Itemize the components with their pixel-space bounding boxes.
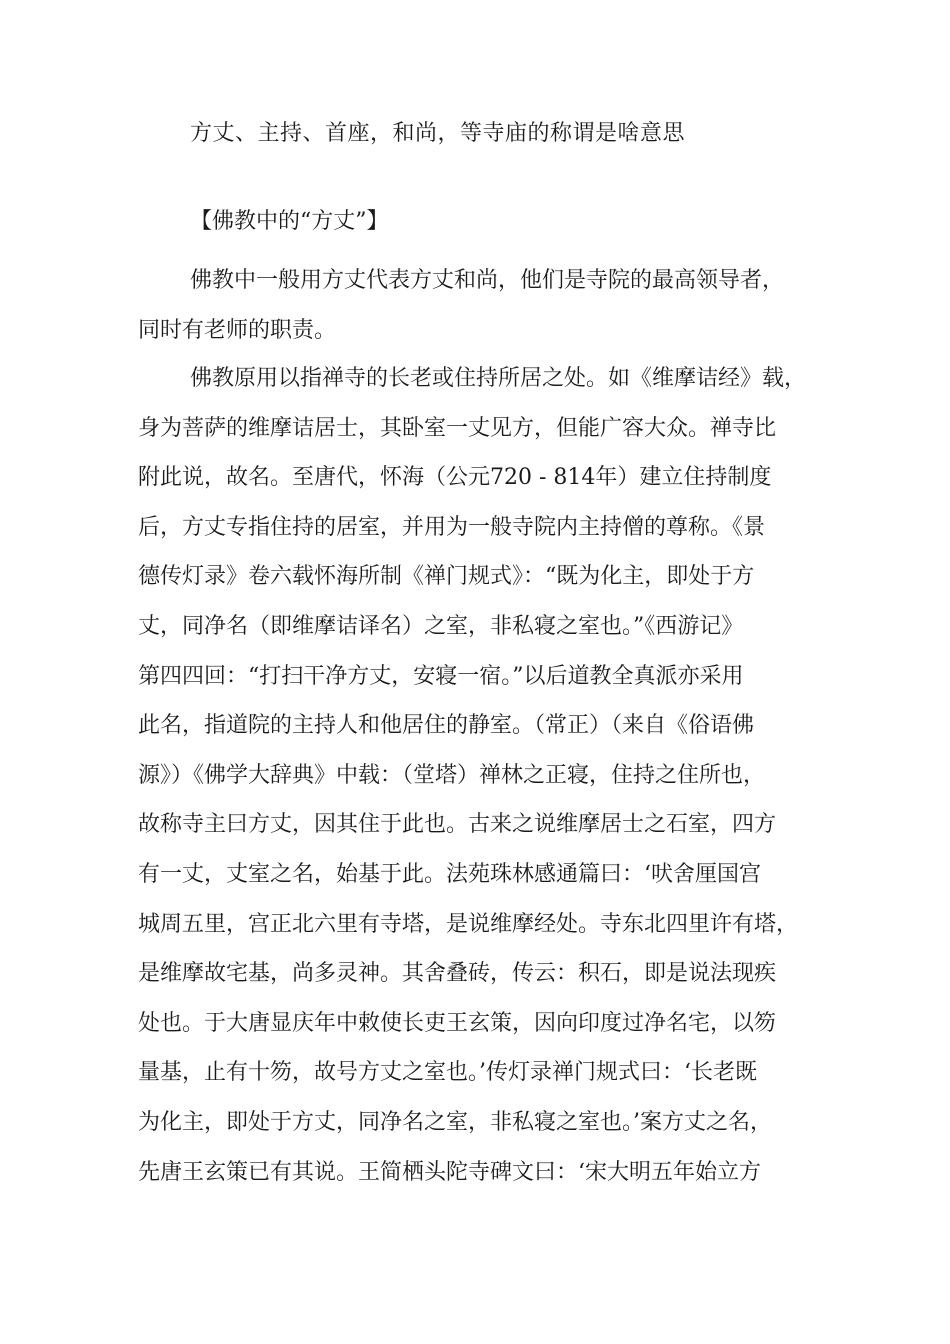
paragraph-line: 处也。于大唐显庆年中敕使长吏王玄策，因向印度过净名宅，以笏	[138, 1010, 777, 1036]
paragraph-line: 故称寺主曰方丈，因其住于此也。古来之说维摩居士之石室，四方	[138, 812, 777, 838]
paragraph-line: 有一丈，丈室之名，始基于此。法苑珠林感通篇曰：‘吠舍厘国宫	[138, 861, 761, 887]
paragraph-line: 源》）《佛学大辞典》中载：（堂塔）禅林之正寝，住持之住所也，	[138, 762, 766, 788]
paragraph-line: 同时有老师的职责。	[138, 317, 337, 343]
paragraph-line: 为化主，即处于方丈，同净名之室，非私寝之室也。’案方丈之名，	[138, 1109, 772, 1135]
paragraph-line: 城周五里，宫正北六里有寺塔，是说维摩经处。寺东北四里许有塔，	[138, 911, 799, 937]
paragraph-line: 身为菩萨的维摩诘居士，其卧室一丈见方，但能广容大众。禅寺比	[138, 415, 777, 441]
section-heading: 【佛教中的“方丈”】	[190, 209, 389, 234]
paragraph-line: 第四四回：“打扫干净方丈，安寝一宿。”以后道教全真派亦采用	[138, 663, 744, 689]
paragraph-line: 佛教原用以指禅寺的长老或住持所居之处。如《维摩诘经》载，	[190, 366, 807, 391]
paragraph-line: 德传灯录》卷六载怀海所制《禅门规式》：“既为化主，即处于方	[138, 564, 755, 590]
paragraph-line: 量基，止有十笏，故号方丈之室也。’传灯录禅门规式曰：‘长老既	[138, 1060, 757, 1086]
paragraph-line: 丈，同净名（即维摩诘译名）之室，非私寝之室也。”《西游记》	[138, 613, 744, 639]
paragraph-line: 此名，指道院的主持人和他居住的静室。（常正）（来自《俗语佛	[138, 713, 755, 739]
document-title: 方丈、主持、首座，和尚，等寺庙的称谓是啥意思	[190, 121, 686, 146]
paragraph-2	[138, 354, 818, 1197]
paragraph-1	[138, 256, 818, 355]
paragraph-line: 附此说，故名。至唐代，怀海（公元720 - 814年）建立住持制度	[138, 465, 772, 491]
paragraph-line: 先唐王玄策已有其说。王简栖头陀寺碑文曰：‘宋大明五年始立方	[138, 1159, 761, 1185]
paragraph-line: 后，方丈专指住持的居室，并用为一般寺院内主持僧的尊称。《景	[138, 514, 766, 540]
paragraph-line: 是维摩故宅基，尚多灵神。其舍叠砖，传云：积石，即是说法现疾	[138, 961, 777, 987]
paragraph-line: 佛教中一般用方丈代表方丈和尚，他们是寺院的最高领导者，	[190, 268, 785, 293]
